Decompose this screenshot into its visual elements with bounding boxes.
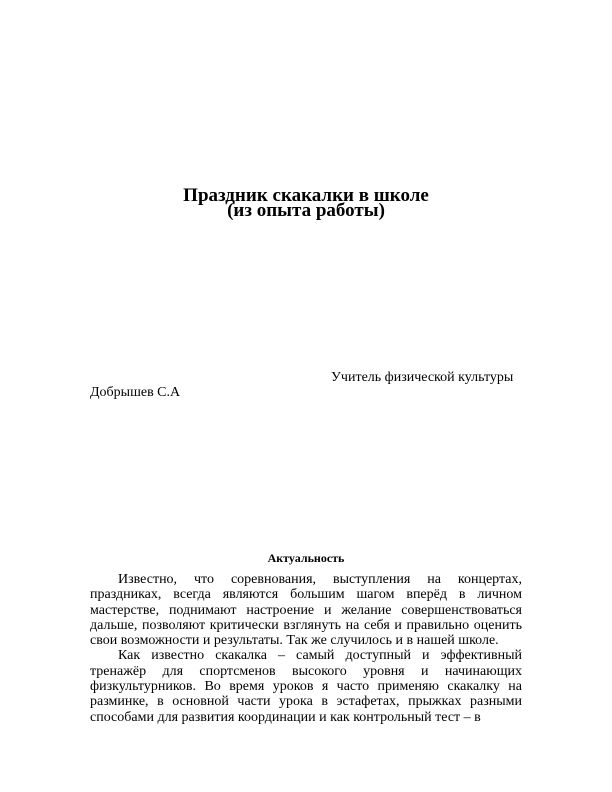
document-subtitle: (из опыта работы) (227, 200, 385, 221)
author-position: Учитель физической культуры (331, 370, 514, 385)
section-heading: Актуальность (267, 551, 345, 565)
paragraph: Как известно скакалка – самый доступный и эффективный тренажёр для спортсменов высокого уровня и начинающих физкультурников. Во время уроков я часто применяю скакалку на разминке, в основной части урока в эстафетах, прыжках разными способами для развития координации и как контрольный тест – в (90, 648, 522, 725)
author-name: Добрышев С.А (90, 385, 181, 400)
document-title: Праздник скакалки в школе (183, 185, 429, 206)
paragraph: Известно, что соревнования, выступления на концертах, праздниках, всегда являются большим шагом вперёд в личном мастерстве, поднимают настроение и желание совершенствоваться дальше, позволяют критически взглянуть на себя и правильно оценить свои возможности и результаты. Так же случилось и в нашей школе. (90, 572, 522, 649)
body-text (90, 572, 522, 725)
